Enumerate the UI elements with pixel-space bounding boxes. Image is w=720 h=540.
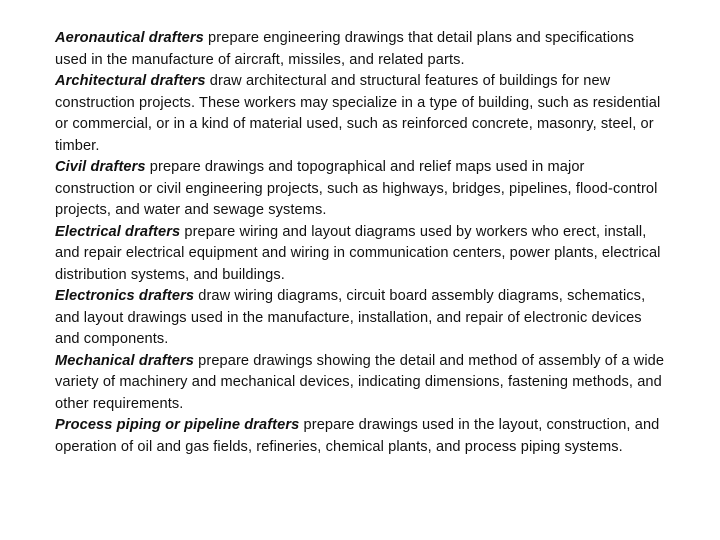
entry-electronics-drafters xyxy=(55,286,667,351)
entry-architectural-drafters xyxy=(55,71,667,157)
term-description: prepare drawings showing the detail and method of assembly of a wide variety of machinery and mechanical devices, indicating dimensions, fastening methods, and other requirements. xyxy=(55,352,665,412)
entry-process-piping-drafters xyxy=(55,415,667,458)
entry-civil-drafters xyxy=(55,157,667,222)
term-label: Aeronautical drafters xyxy=(55,30,204,46)
term-label: Electrical drafters xyxy=(55,223,181,240)
term-description: prepare drawings and topographical and relief maps used in major construction or civil engineering projects, such as highways, bridges, pipelines, flood-control projects, and water and sewage systems. xyxy=(55,159,658,218)
entry-mechanical-drafters xyxy=(55,351,667,416)
term-label: Mechanical drafters xyxy=(55,352,194,369)
term-description: prepare engineering drawings that detail plans and specifications used in the manufacture of aircraft, missiles, and related parts. xyxy=(55,30,634,68)
term-description: prepare wiring and layout diagrams used by workers who erect, install, and repair electrical equipment and wiring in communication centers, power plants, electrical distribution systems, and buildings. xyxy=(55,223,661,283)
term-label: Process piping or pipeline drafters xyxy=(55,417,300,433)
term-description: draw architectural and structural features of buildings for new construction projects. These workers may specialize in a type of building, such as residential or commercial, or in a kind of material used, such as reinforced concrete, masonry, steel, or timber. xyxy=(55,73,661,154)
entry-aeronautical-drafters xyxy=(55,28,667,71)
term-label: Civil drafters xyxy=(55,159,146,175)
term-label: Architectural drafters xyxy=(55,73,206,89)
drafter-types-text xyxy=(55,28,667,458)
term-label: Electronics drafters xyxy=(55,288,195,304)
term-description: draw wiring diagrams, circuit board assembly diagrams, schematics, and layout drawings used in the manufacture, installation, and repair of electronic devices and components. xyxy=(55,288,646,347)
term-description: prepare drawings used in the layout, construction, and operation of oil and gas fields, refineries, chemical plants, and process piping systems. xyxy=(55,417,660,455)
entry-electrical-drafters xyxy=(55,222,667,287)
